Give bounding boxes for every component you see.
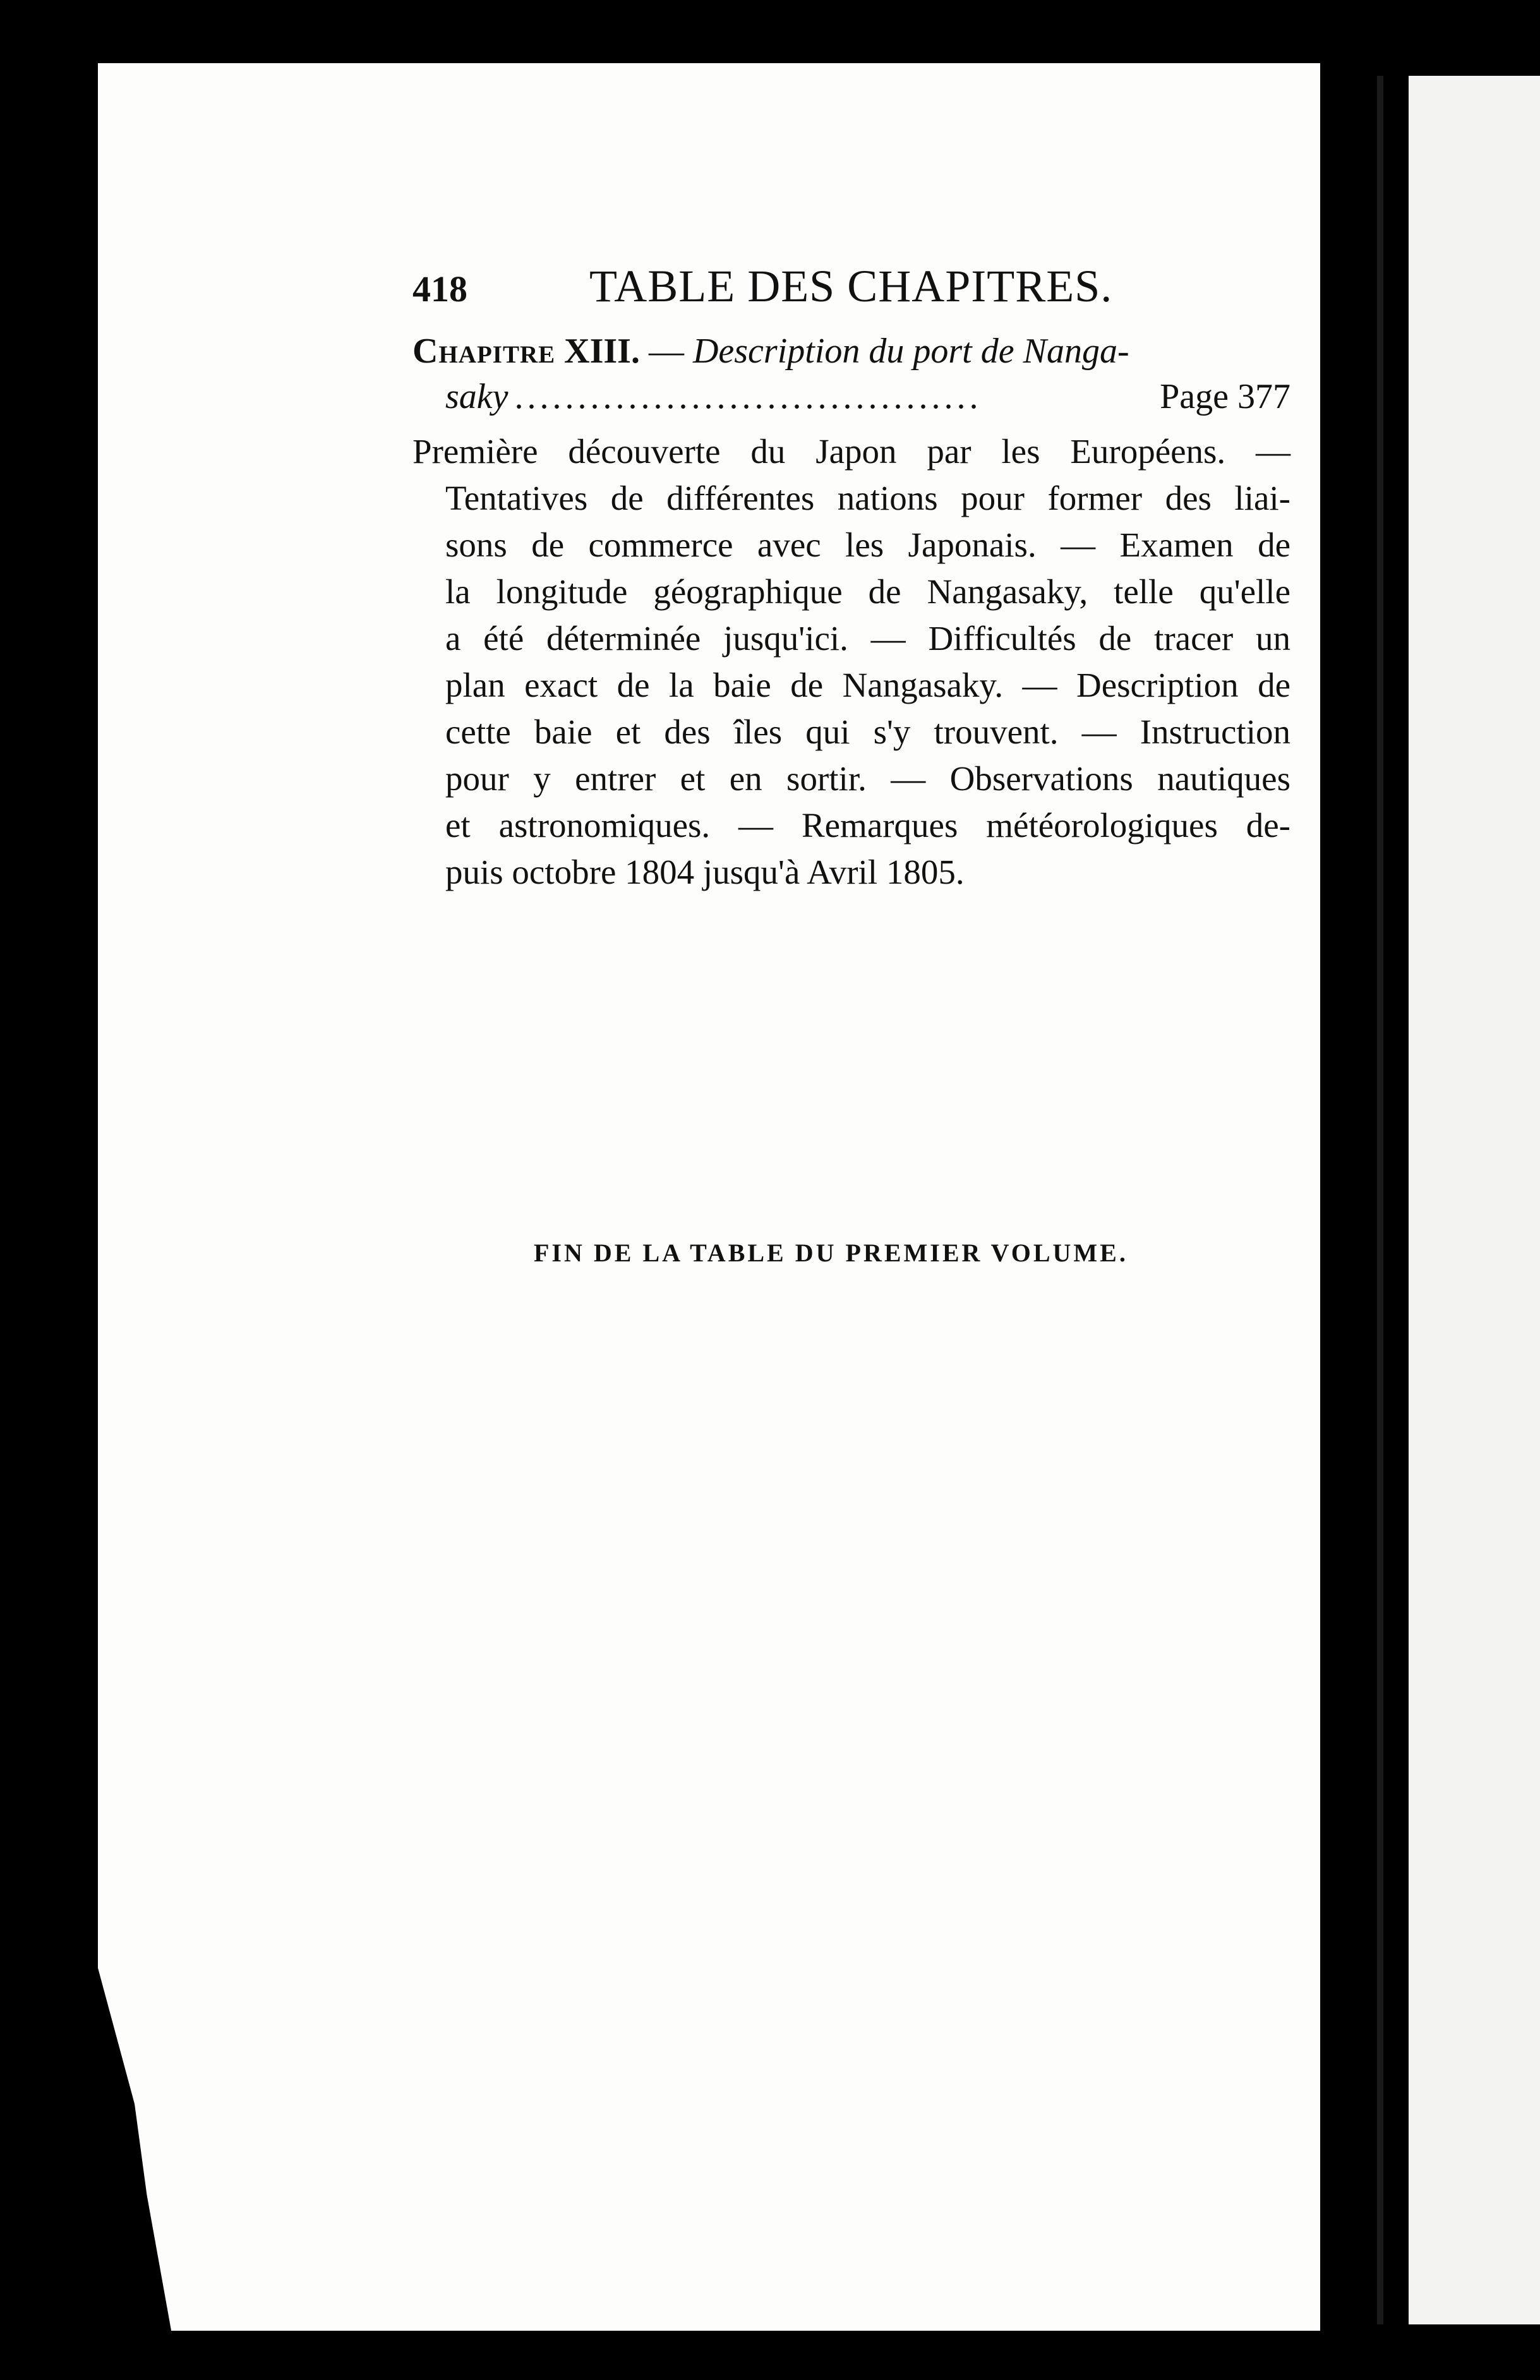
end-of-table-note: FIN DE LA TABLE DU PREMIER VOLUME.	[534, 1239, 1128, 1267]
chapter-heading	[412, 328, 1290, 374]
page-reference: Page 377	[1160, 377, 1290, 416]
facing-page-edge	[1377, 76, 1383, 2324]
chapter-description-end: saky	[445, 377, 508, 416]
summary-line: pour y entrer et en sortir. — Observations nautiques	[445, 759, 1290, 798]
page-content	[412, 260, 1290, 896]
running-head-title: TABLE DES CHAPITRES.	[589, 261, 1113, 311]
facing-page	[1409, 76, 1540, 2324]
summary-line: plan exact de la baie de Nangasaky. — Description de	[445, 666, 1290, 704]
summary-line: sons de commerce avec les Japonais. — Examen de	[445, 526, 1290, 564]
summary-line: cette baie et des îles qui s'y trouvent. — Instruction	[445, 712, 1290, 751]
dot-leader: .....................................	[514, 377, 982, 416]
summary-line: a été déterminée jusqu'ici. — Difficultés de tracer un	[445, 619, 1290, 658]
summary-line: Première découverte du Japon par les Européens. —	[412, 432, 1290, 471]
chapter-heading-continuation	[412, 374, 1290, 419]
page-number: 418	[412, 268, 467, 310]
chapter-summary	[412, 428, 1290, 896]
chapter-dash: —	[648, 332, 684, 371]
summary-line: et astronomiques. — Remarques météorologiques de-	[445, 806, 1290, 844]
summary-line: la longitude géographique de Nangasaky, telle qu'elle	[445, 572, 1290, 611]
summary-line: Tentatives de différentes nations pour former des liai-	[445, 479, 1290, 517]
chapter-label: Chapitre	[412, 332, 556, 371]
summary-line: puis octobre 1804 jusqu'à Avril 1805.	[445, 853, 965, 891]
chapter-number: XIII.	[564, 332, 640, 371]
chapter-description: Description du port de Nanga-	[692, 332, 1129, 371]
running-head	[412, 260, 1290, 317]
